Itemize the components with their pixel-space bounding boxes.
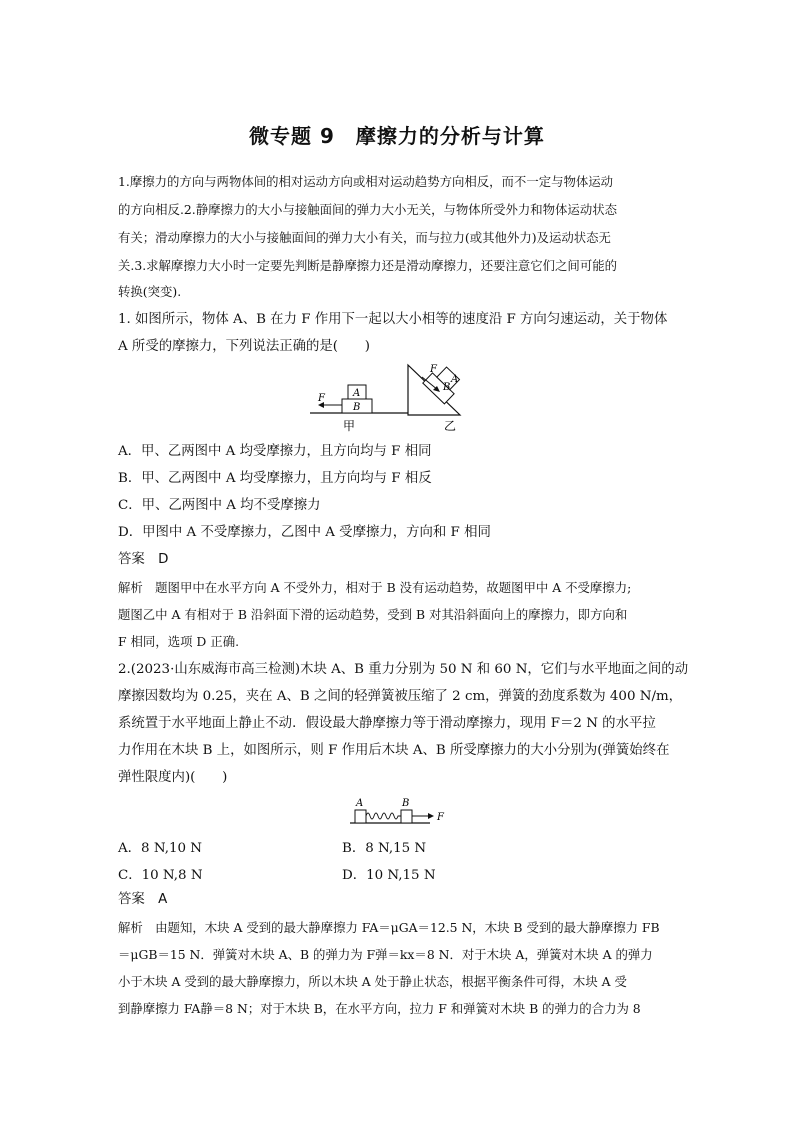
q1-stem-line: A 所受的摩擦力，下列说法正确的是( ) [118,339,371,354]
figure-yi [408,363,464,433]
block-b [401,810,412,823]
caption-yi: 乙 [444,419,457,433]
intro-line: 转换(突变). [118,284,182,299]
label-f: F [318,393,325,404]
page-title: 微专题 9 摩擦力的分析与计算 [249,124,545,148]
label-b: B [353,402,361,413]
label-b: B [402,798,410,809]
q1-option-b: B．甲、乙两图中 A 均受摩擦力，且方向均与 F 相反 [118,471,432,486]
q2-figure [350,795,450,827]
q1-figure [310,360,500,438]
q2-analysis-line: 解析 由题知，木块 A 受到的最大静摩擦力 FA＝μGA＝12.5 N，木块 B 受到的最大静摩擦力 FB [118,920,660,935]
q1-option-a: A．甲、乙两图中 A 均受摩擦力，且方向均与 F 相同 [118,444,432,459]
q1-answer: 答案 D [118,552,169,567]
intro-line: 的方向相反.2.静摩擦力的大小与接触面间的弹力大小无关，与物体所受外力和物体运动状态 [118,202,617,217]
q2-option-b: B．8 N,15 N [342,841,427,856]
intro-line: 1.摩擦力的方向与两物体间的相对运动方向或相对运动趋势方向相反，而不一定与物体运动 [118,174,614,189]
q1-analysis-line: F 相同，选项 D 正确. [118,634,240,649]
q2-stem-line: 力作用在木块 B 上，如图所示，则 F 作用后木块 A、B 所受摩擦力的大小分别为(弹簧始终在 [118,743,670,758]
q2-answer: 答案 A [118,892,168,907]
caption-jia: 甲 [343,419,356,433]
figure-jia [310,385,410,433]
q2-option-d: D．10 N,15 N [342,868,436,883]
label-f: F [437,812,444,823]
q1-analysis-line: 题图乙中 A 有相对于 B 沿斜面下滑的运动趋势，受到 B 对其沿斜面向上的摩擦力，即方向和 [118,607,628,622]
q2-stem-line: 系统置于水平地面上静止不动．假设最大静摩擦力等于滑动摩擦力，现用 F＝2 N 的水平拉 [118,716,656,731]
q1-analysis-line: 解析 题图甲中在水平方向 A 不受外力，相对于 B 没有运动趋势，故题图甲中 A 不受摩擦力; [118,580,632,595]
q2-analysis-line: ＝μGB＝15 N．弹簧对木块 A、B 的弹力为 F弹＝kx＝8 N．对于木块 A，弹簧对木块 A 的弹力 [118,947,653,962]
q1-option-d: D．甲图中 A 不受摩擦力，乙图中 A 受摩擦力，方向和 F 相同 [118,525,491,540]
q2-option-c: C．10 N,8 N [118,868,203,883]
q1-stem-line: 1. 如图所示，物体 A、B 在力 F 作用下一起以大小相等的速度沿 F 方向匀速运动，关于物体 [118,312,668,327]
q2-analysis-line: 小于木块 A 受到的最大静摩擦力，所以木块 A 处于静止状态，根据平衡条件可得，木块 A 受 [118,974,627,989]
label-f: F [430,364,437,375]
intro-line: 有关；滑动摩擦力的大小与接触面间的弹力大小有关，而与拉力(或其他外力)及运动状态无 [118,230,611,245]
block-a [355,810,366,823]
q2-stem-line: 2.(2023·山东威海市高三检测)木块 A、B 重力分别为 50 N 和 60 N，它们与水平地面之间的动 [118,662,689,677]
intro-line: 关.3.求解摩擦力大小时一定要先判断是静摩擦力还是滑动摩擦力，还要注意它们之间可能的 [118,258,617,273]
label-a: A [353,388,361,399]
spring [366,813,401,819]
label-a: A [451,374,459,385]
q2-option-a: A．8 N,10 N [118,841,202,856]
label-a: A [356,798,364,809]
q2-stem-line: 摩擦因数均为 0.25，夹在 A、B 之间的轻弹簧被压缩了 2 cm，弹簧的劲度系数为 400 N/m， [118,689,683,704]
q1-option-c: C．甲、乙两图中 A 均不受摩擦力 [118,498,321,513]
label-b: B [443,382,451,393]
q2-stem-line: 弹性限度内)( ) [118,770,228,785]
q2-analysis-line: 到静摩擦力 FA静＝8 N；对于木块 B，在水平方向，拉力 F 和弹簧对木块 B 的弹力的合力为 8 [118,1001,641,1016]
